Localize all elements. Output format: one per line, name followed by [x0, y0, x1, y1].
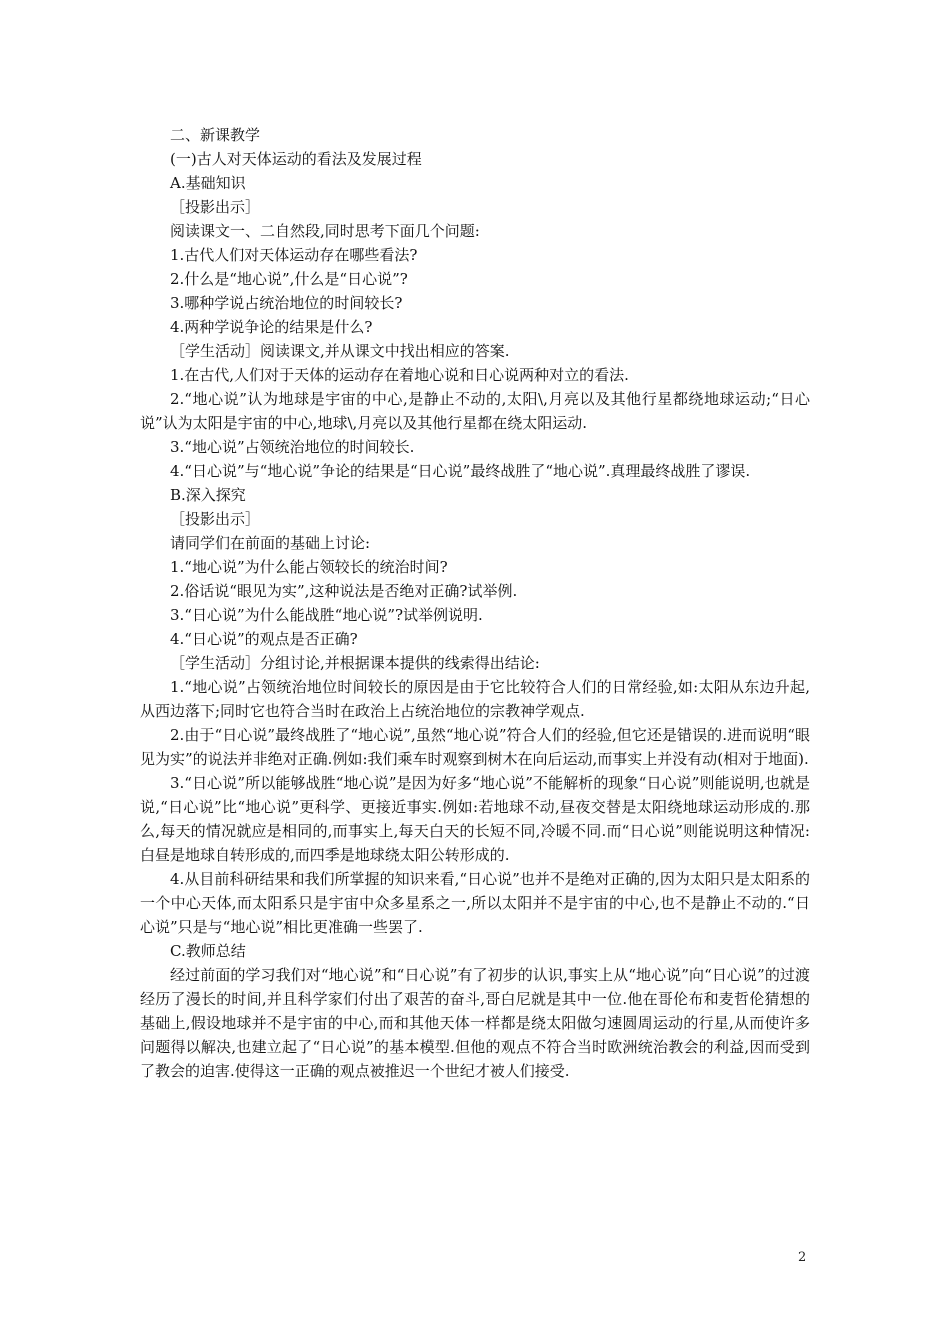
question-item: 1.“地心说”为什么能占领较长的统治时间?: [170, 558, 448, 576]
subsection-heading: (一)古人对天体运动的看法及发展过程: [170, 150, 422, 168]
question-item: 1.古代人们对天体运动存在哪些看法?: [170, 246, 418, 264]
paragraph: 请同学们在前面的基础上讨论:: [170, 534, 371, 552]
question-item: 2.什么是“地心说”,什么是“日心说”?: [170, 270, 408, 288]
paragraph: ［投影出示］: [170, 510, 261, 528]
part-heading: B.深入探究: [170, 486, 246, 504]
paragraph: 阅读课文一、二自然段,同时思考下面几个问题:: [170, 222, 480, 240]
answer-item: 2.“地心说”认为地球是宇宙的中心,是静止不动的,太阳\,月亮以及其他行星都绕地球运动;“日心说”认为太阳是宇宙的中心,地球\,月亮以及其他行星都在绕太阳运动.: [140, 390, 810, 432]
document-body: [140, 123, 810, 1083]
answer-item: 1.在古代,人们对于天体的运动存在着地心说和日心说两种对立的看法.: [170, 366, 629, 384]
section-heading: 二、新课教学: [170, 126, 261, 144]
question-item: 3.哪种学说占统治地位的时间较长?: [170, 294, 403, 312]
question-item: 3.“日心说”为什么能战胜“地心说”?试举例说明.: [170, 606, 483, 624]
paragraph: ［学生活动］阅读课文,并从课文中找出相应的答案.: [170, 342, 510, 360]
answer-item: 3.“日心说”所以能够战胜“地心说”是因为好多“地心说”不能解析的现象“日心说”则能说明,也就是说,“日心说”比“地心说”更科学、更接近事实.例如:若地球不动,昼夜交替是太阳绕地球运动形成的.那么,每天的情况就应是相同的,而事实上,每天白天的长短不同,冷暖不同.而“日心说”则能说明这种情况:白昼是地球自转形成的,而四季是地球绕太阳公转形成的.: [140, 774, 810, 864]
answer-item: 1.“地心说”占领统治地位时间较长的原因是由于它比较符合人们的日常经验,如:太阳从东边升起,从西边落下;同时它也符合当时在政治上占统治地位的宗教神学观点.: [140, 678, 810, 720]
question-item: 4.两种学说争论的结果是什么?: [170, 318, 373, 336]
question-item: 4.“日心说”的观点是否正确?: [170, 630, 358, 648]
answer-item: 4.“日心说”与“地心说”争论的结果是“日心说”最终战胜了“地心说”.真理最终战胜了谬误.: [170, 462, 751, 480]
answer-item: 3.“地心说”占领统治地位的时间较长.: [170, 438, 415, 456]
answer-item: 4.从目前科研结果和我们所掌握的知识来看,“日心说”也并不是绝对正确的,因为太阳只是太阳系的一个中心天体,而太阳系只是宇宙中众多星系之一,所以太阳并不是宇宙的中心,也不是静止不动的.“日心说”只是与“地心说”相比更准确一些罢了.: [140, 870, 810, 936]
answer-item: 2.由于“日心说”最终战胜了“地心说”,虽然“地心说”符合人们的经验,但它还是错误的.进而说明“眼见为实”的说法并非绝对正确.例如:我们乘车时观察到树木在向后运动,而事实上并没有动(相对于地面).: [140, 726, 810, 768]
part-heading: C.教师总结: [170, 942, 246, 960]
paragraph: ［学生活动］分组讨论,并根据课本提供的线索得出结论:: [170, 654, 540, 672]
part-heading: A.基础知识: [170, 174, 246, 192]
paragraph: ［投影出示］: [170, 198, 261, 216]
page-number: 2: [798, 1250, 807, 1265]
summary-paragraph: 经过前面的学习我们对“地心说”和“日心说”有了初步的认识,事实上从“地心说”向“日心说”的过渡经历了漫长的时间,并且科学家们付出了艰苦的奋斗,哥白尼就是其中一位.他在哥伦布和麦哲伦猜想的基础上,假设地球并不是宇宙的中心,而和其他天体一样都是绕太阳做匀速圆周运动的行星,从而使许多问题得以解决,也建立起了“日心说”的基本模型.但他的观点不符合当时欧洲统治教会的利益,因而受到了教会的迫害.使得这一正确的观点被推迟一个世纪才被人们接受.: [140, 966, 810, 1080]
question-item: 2.俗话说“眼见为实”,这种说法是否绝对正确?试举例.: [170, 582, 518, 600]
